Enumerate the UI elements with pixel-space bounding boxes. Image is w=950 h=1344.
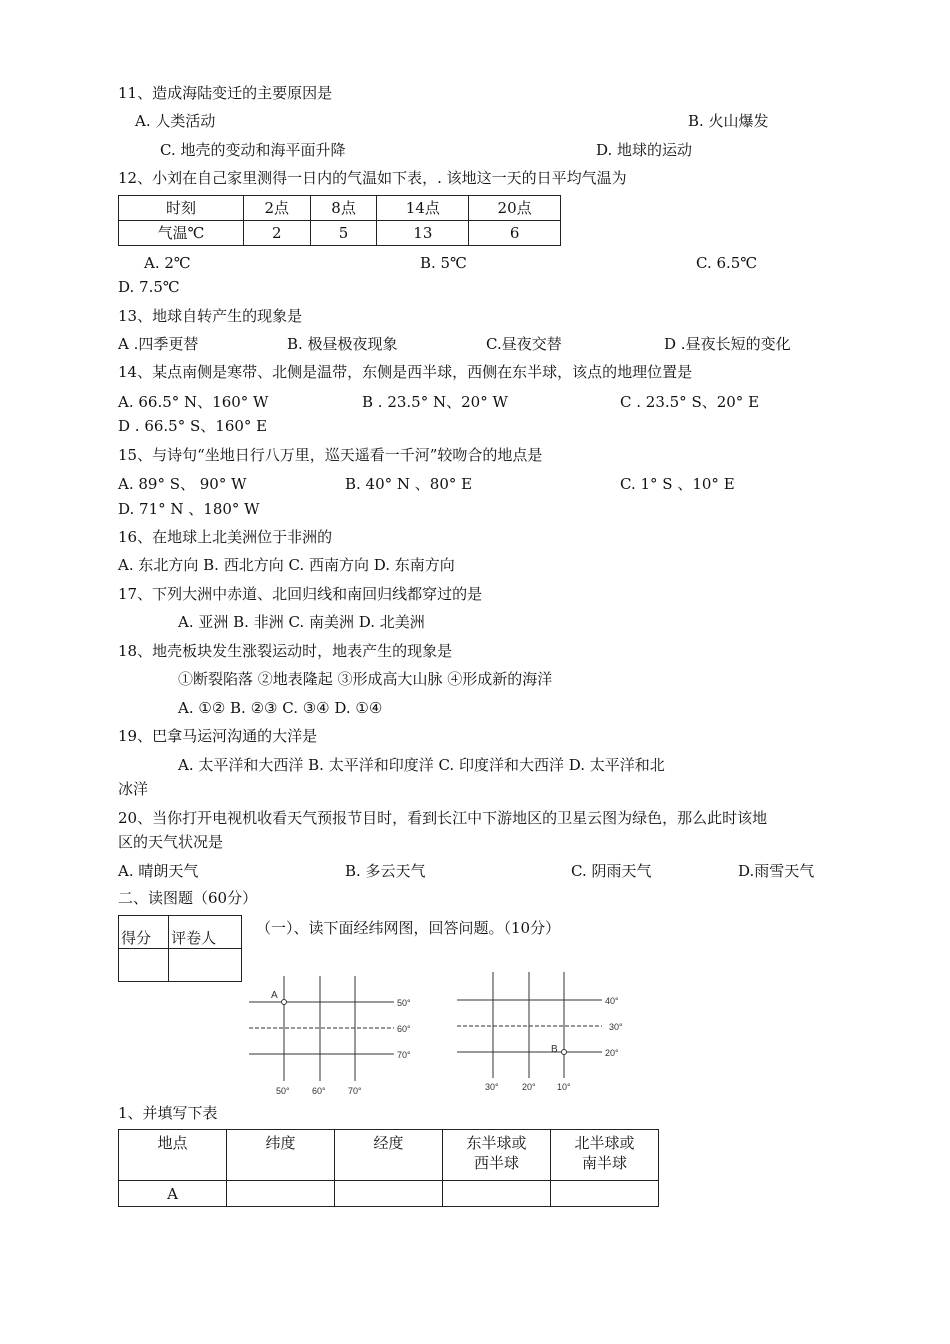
q17-stem: 17、下列大洲中赤道、北回归线和南回归线都穿过的是 <box>118 585 483 603</box>
score-cell <box>119 949 169 982</box>
q20-option-b: B. 多云天气 <box>345 862 426 880</box>
temperature-table-header: 时刻 <box>119 196 244 221</box>
q12-option-c: C. 6.5℃ <box>696 254 758 272</box>
q17-options: A. 亚洲 B. 非洲 C. 南美洲 D. 北美洲 <box>178 613 425 631</box>
q11-option-b: B. 火山爆发 <box>688 112 769 130</box>
temperature-table-cell: 13 <box>377 221 469 246</box>
temperature-table-header: 14点 <box>377 196 469 221</box>
fill-table-blank-cell[interactable] <box>443 1181 551 1207</box>
q20-stem: 20、当你打开电视机收看天气预报节目时，看到长江中下游地区的卫星云图为绿色，那么此时该地 <box>118 809 768 827</box>
fill-table-header <box>443 1130 551 1181</box>
q18-items: ①断裂陷落 ②地表隆起 ③形成高大山脉 ④形成新的海洋 <box>178 670 553 688</box>
subsection-title: （一）、读下面经纬网图，回答问题。（10分） <box>256 919 561 937</box>
lon-label: 50° <box>276 1086 290 1096</box>
q11-option-d: D. 地球的运动 <box>596 141 693 159</box>
q20-option-c: C. 阴雨天气 <box>571 862 652 880</box>
q15-option-b: B. 40° N 、80° E <box>345 475 473 493</box>
q11-stem: 11、造成海陆变迁的主要原因是 <box>118 84 333 102</box>
lat-label: 30° <box>609 1022 623 1032</box>
point-a-label: A <box>271 990 278 1001</box>
q13-option-c: C.昼夜交替 <box>486 335 562 353</box>
section-title: 二、读图题（60分） <box>118 889 258 907</box>
temperature-table-cell: 5 <box>310 221 377 246</box>
lon-label: 70° <box>348 1086 362 1096</box>
q11-option-a: A. 人类活动 <box>135 112 216 130</box>
fill-instruction: 1、并填写下表 <box>118 1104 218 1122</box>
q14-option-a: A. 66.5° N、160° W <box>118 393 269 411</box>
q14-option-d: D . 66.5° S、160° E <box>118 417 268 435</box>
fill-table-header <box>335 1130 443 1181</box>
q13-option-b: B. 极昼极夜现象 <box>287 335 398 353</box>
lon-label: 60° <box>312 1086 326 1096</box>
q15-option-a: A. 89° S、 90° W <box>118 475 247 493</box>
q20-option-d: D.雨雪天气 <box>738 862 815 880</box>
q15-stem: 15、与诗句“坐地日行八万里，巡天遥看一千河”较吻合的地点是 <box>118 446 543 464</box>
temperature-table-header: 2点 <box>243 196 310 221</box>
q15-option-d: D. 71° N 、180° W <box>118 500 260 518</box>
q11-option-c: C. 地壳的变动和海平面升降 <box>160 141 346 159</box>
temperature-table-header: 20点 <box>469 196 561 221</box>
q13-option-a: A .四季更替 <box>118 335 199 353</box>
lat-long-grid-map-a <box>244 968 444 1098</box>
q16-options: A. 东北方向 B. 西北方向 C. 西南方向 D. 东南方向 <box>118 556 455 574</box>
q20-option-a: A. 晴朗天气 <box>118 862 199 880</box>
score-label: 得分 <box>119 916 169 949</box>
grader-cell <box>169 949 242 982</box>
fill-table-blank-cell[interactable] <box>551 1181 659 1207</box>
q18-stem: 18、地壳板块发生涨裂运动时，地表产生的现象是 <box>118 642 453 660</box>
fill-table-header-text: 经度 <box>373 1134 404 1152</box>
fill-in-table <box>118 1129 659 1207</box>
fill-table-header-text: 地点 <box>157 1134 188 1152</box>
q13-stem: 13、地球自转产生的现象是 <box>118 307 303 325</box>
lon-label: 30° <box>485 1082 499 1092</box>
q13-option-d: D .昼夜长短的变化 <box>664 335 791 353</box>
q20-stem-wrap: 区的天气状况是 <box>118 833 224 851</box>
q15-option-c: C. 1° S 、10° E <box>620 475 735 493</box>
lat-label: 60° <box>397 1024 411 1034</box>
q12-option-d: D. 7.5℃ <box>118 278 180 296</box>
q18-options: A. ①② B. ②③ C. ③④ D. ①④ <box>178 699 383 717</box>
lat-long-grid-map-b <box>452 966 652 1096</box>
q14-option-c: C . 23.5° S、20° E <box>620 393 760 411</box>
score-box <box>118 915 242 982</box>
lat-label: 70° <box>397 1050 411 1060</box>
fill-table-header <box>551 1130 659 1181</box>
lon-label: 10° <box>557 1082 571 1092</box>
lat-label: 40° <box>605 996 619 1006</box>
lon-label: 20° <box>522 1082 536 1092</box>
temperature-table-cell: 6 <box>469 221 561 246</box>
q12-option-a: A. 2℃ <box>144 254 191 272</box>
fill-table-header <box>227 1130 335 1181</box>
lat-label: 50° <box>397 998 411 1008</box>
fill-table-header-text: 南半球 <box>581 1154 627 1172</box>
q19-options: A. 太平洋和大西洋 B. 太平洋和印度洋 C. 印度洋和大西洋 D. 太平洋和北 <box>178 756 665 774</box>
temperature-table-header: 8点 <box>310 196 377 221</box>
q14-option-b: B . 23.5° N、20° W <box>362 393 508 411</box>
fill-table-blank-cell[interactable] <box>335 1181 443 1207</box>
temperature-table-cell: 2 <box>243 221 310 246</box>
point-b-label: B <box>551 1044 558 1055</box>
q14-stem: 14、某点南侧是寒带、北侧是温带，东侧是西半球，西侧在东半球，该点的地理位置是 <box>118 363 693 381</box>
fill-table-row-label: A <box>119 1181 227 1207</box>
q12-stem: 12、小刘在自己家里测得一日内的气温如下表，. 该地这一天的日平均气温为 <box>118 169 627 187</box>
q19-options-wrap: 冰洋 <box>118 780 149 798</box>
fill-table-header-text: 东半球或 <box>466 1134 527 1152</box>
lat-label: 20° <box>605 1048 619 1058</box>
fill-table-blank-cell[interactable] <box>227 1181 335 1207</box>
fill-table-header-text: 北半球或 <box>574 1134 635 1152</box>
temperature-table-cell: 气温℃ <box>119 221 244 246</box>
q12-option-b: B. 5℃ <box>420 254 467 272</box>
q19-stem: 19、巴拿马运河沟通的大洋是 <box>118 727 318 745</box>
temperature-table <box>118 195 561 246</box>
fill-table-header-text: 西半球 <box>473 1154 519 1172</box>
grader-label: 评卷人 <box>169 916 242 949</box>
q16-stem: 16、在地球上北美洲位于非洲的 <box>118 528 333 546</box>
fill-table-header <box>119 1130 227 1181</box>
fill-table-header-text: 纬度 <box>265 1134 296 1152</box>
